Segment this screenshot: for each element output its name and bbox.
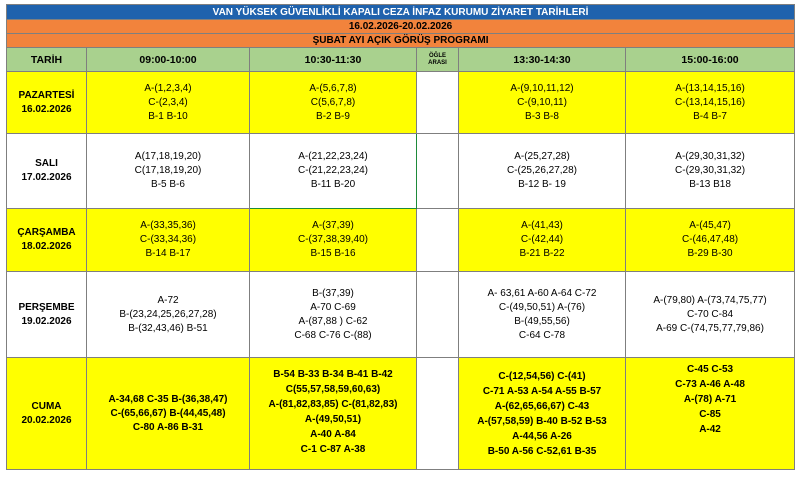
visit-entry: A-(1,2,3,4) xyxy=(144,82,192,94)
visit-entry: B-2 B-9 xyxy=(316,110,350,122)
visit-entry: A-72 xyxy=(157,294,179,306)
visit-entry: B-15 B-16 xyxy=(310,248,356,259)
program-title: ŞUBAT AYI AÇIK GÖRÜŞ PROGRAMI xyxy=(7,34,795,48)
day-date: 18.02.2026 xyxy=(21,241,72,252)
spacer xyxy=(250,457,416,461)
slot-cell xyxy=(459,134,626,209)
day-date: 19.02.2026 xyxy=(21,315,72,327)
visit-entry: C(17,18,19,20) xyxy=(134,165,202,176)
visit-entry: A-(21,22,23,24) xyxy=(298,151,368,162)
visit-entry: C-73 A-46 A-48 xyxy=(675,379,745,390)
slot-cell xyxy=(250,272,417,358)
visit-entry: C-1 C-87 A-38 xyxy=(300,443,366,455)
day-date: 17.02.2026 xyxy=(21,172,72,183)
day-cell xyxy=(7,134,87,209)
visit-entry: A(17,18,19,20) xyxy=(134,151,202,162)
visit-entry: C-(25,26,27,28) xyxy=(506,165,578,176)
visit-entry: C-(13,14,15,16) xyxy=(675,96,746,108)
slot-cell xyxy=(250,209,417,272)
visit-entry: B-(23,24,25,26,27,28) xyxy=(119,308,217,320)
row-wednesday xyxy=(7,209,795,272)
header-date: TARİH xyxy=(7,48,87,72)
visit-entry: C-(33,34,36) xyxy=(139,234,197,245)
visit-entry: A-(45,47) xyxy=(689,220,731,231)
visit-entry: B-21 B-22 xyxy=(519,248,565,259)
slot-cell xyxy=(250,358,417,470)
visit-entry: B-3 B-8 xyxy=(525,110,559,122)
visit-entry: A-44,56 A-26 xyxy=(512,430,572,442)
visit-entry: A- 63,61 A-60 A-64 C-72 xyxy=(487,287,597,299)
visit-entry: B-1 B-10 xyxy=(148,110,188,122)
visit-entry: B-(32,43,46) B-51 xyxy=(128,322,208,334)
slot-cell xyxy=(87,134,250,209)
visit-entry: A-(5,6,7,8) xyxy=(309,82,357,94)
visit-entry: A-(29,30,31,32) xyxy=(675,151,745,162)
visit-entry: C-68 C-76 C-(88) xyxy=(294,329,372,341)
visit-entry: C-70 C-84 xyxy=(686,308,734,320)
visit-entry: C-80 A-86 B-31 xyxy=(132,421,204,433)
header-row xyxy=(7,48,795,72)
visit-entry: C-(42,44) xyxy=(520,234,564,245)
visit-entry: C-(37,38,39,40) xyxy=(297,234,369,245)
visit-entry: A-69 C-(74,75,77,79,86) xyxy=(656,322,764,334)
visit-entry: C-85 xyxy=(699,409,721,420)
day-name: ÇARŞAMBA xyxy=(17,227,76,238)
visit-entry: A-(49,50,51) xyxy=(304,413,362,425)
visit-entry: C-71 A-53 A-54 A-55 B-57 xyxy=(482,385,602,397)
visit-entry: A-40 A-84 xyxy=(310,428,356,440)
visit-entry: A-(37,39) xyxy=(312,220,354,231)
schedule-sheet xyxy=(6,4,794,470)
date-range: 16.02.2026-20.02.2026 xyxy=(7,20,795,34)
visit-entry: A-34,68 C-35 B-(36,38,47) xyxy=(108,393,228,405)
slot-cell xyxy=(459,272,626,358)
slot-cell xyxy=(626,134,795,209)
noon-cell xyxy=(417,272,459,358)
noon-cell xyxy=(417,134,459,209)
visit-entry: A-(25,27,28) xyxy=(514,151,570,162)
slot-cell xyxy=(250,72,417,134)
visit-entry: B-5 B-6 xyxy=(151,179,185,190)
visit-entry: C-(49,50,51) A-(76) xyxy=(498,301,586,313)
day-date: 16.02.2026 xyxy=(21,103,72,115)
visit-entry: B-4 B-7 xyxy=(693,110,727,122)
day-cell xyxy=(7,272,87,358)
visit-entry: C-(21,22,23,24) xyxy=(297,165,369,176)
visit-entry: B-54 B-33 B-34 B-41 B-42 xyxy=(273,368,393,380)
visit-entry: A-(9,10,11,12) xyxy=(510,82,574,94)
slot-cell xyxy=(459,72,626,134)
visit-entry: A-70 C-69 xyxy=(310,301,356,313)
visit-entry: C-45 C-53 xyxy=(686,364,734,375)
noon-line-2: ARASI xyxy=(428,59,447,66)
visit-entry: A-(78) A-71 xyxy=(683,394,737,405)
visit-entry: B-12 B- 19 xyxy=(518,179,566,190)
slot-cell xyxy=(87,272,250,358)
day-cell xyxy=(7,209,87,272)
slot-cell xyxy=(626,272,795,358)
header-slot-4: 15:00-16:00 xyxy=(626,48,795,72)
day-name: PAZARTESİ xyxy=(18,89,75,101)
visit-entry: C(55,57,58,59,60,63) xyxy=(285,383,381,395)
slot-cell xyxy=(459,358,626,470)
selected-slot-cell[interactable] xyxy=(250,134,417,209)
visit-entry: C(5,6,7,8) xyxy=(310,96,356,108)
visit-entry: C-(29,30,31,32) xyxy=(675,165,746,176)
slot-cell xyxy=(87,358,250,470)
slot-cell xyxy=(626,358,795,470)
visit-entry: B-11 B-20 xyxy=(310,179,356,190)
visit-entry: C-(46,47,48) xyxy=(681,234,739,245)
visit-entry: B-14 B-17 xyxy=(145,248,191,259)
visit-entry: A-(41,43) xyxy=(521,220,563,231)
schedule-table xyxy=(6,4,795,470)
visit-entry: A-(62,65,66,67) C-43 xyxy=(494,400,590,412)
main-title: VAN YÜKSEK GÜVENLİKLİ KAPALI CEZA İNFAZ KURUMU ZİYARET TARİHLERİ xyxy=(7,5,795,20)
visit-entry: A-(81,82,83,85) C-(81,82,83) xyxy=(268,398,398,410)
visit-entry: C-64 C-78 xyxy=(518,329,566,341)
slot-cell xyxy=(87,209,250,272)
visit-entry: C-(2,3,4) xyxy=(148,96,188,108)
visit-entry: B-(49,55,56) xyxy=(514,315,570,327)
header-slot-3: 13:30-14:30 xyxy=(459,48,626,72)
visit-entry: A-(87,88 ) C-62 xyxy=(298,315,368,327)
slot-cell xyxy=(626,209,795,272)
day-cell xyxy=(7,72,87,134)
visit-entry: A-(33,35,36) xyxy=(140,220,196,231)
header-slot-1: 09:00-10:00 xyxy=(87,48,250,72)
noon-line-1: ÖĞLE xyxy=(428,52,446,59)
day-name: SALI xyxy=(35,158,58,169)
visit-entry: A-(79,80) A-(73,74,75,77) xyxy=(653,294,767,306)
visit-entry: A-(13,14,15,16) xyxy=(675,82,745,94)
slot-cell xyxy=(87,72,250,134)
header-noon-break xyxy=(417,48,459,72)
row-tuesday xyxy=(7,134,795,209)
row-monday xyxy=(7,72,795,134)
visit-entry: B-29 B-30 xyxy=(687,248,733,259)
day-date: 20.02.2026 xyxy=(21,414,72,426)
noon-cell xyxy=(417,358,459,470)
visit-entry: A-(57,58,59) B-40 B-52 B-53 xyxy=(477,415,607,427)
visit-entry: B-13 B18 xyxy=(689,179,731,190)
day-name: PERŞEMBE xyxy=(18,301,75,313)
visit-entry: C-(9,10,11) xyxy=(517,96,567,108)
noon-cell xyxy=(417,72,459,134)
row-thursday xyxy=(7,272,795,358)
header-slot-2: 10:30-11:30 xyxy=(250,48,417,72)
visit-entry: C-(12,54,56) C-(41) xyxy=(498,370,586,382)
visit-entry: B-(37,39) xyxy=(312,287,354,299)
row-friday xyxy=(7,358,795,470)
visit-entry: C-(65,66,67) B-(44,45,48) xyxy=(110,407,226,419)
visit-entry: B-50 A-56 C-52,61 B-35 xyxy=(487,445,597,457)
day-name: CUMA xyxy=(31,400,62,412)
day-cell xyxy=(7,358,87,470)
noon-cell xyxy=(417,209,459,272)
visit-entry: A-42 xyxy=(699,424,721,435)
slot-cell xyxy=(626,72,795,134)
slot-cell xyxy=(459,209,626,272)
